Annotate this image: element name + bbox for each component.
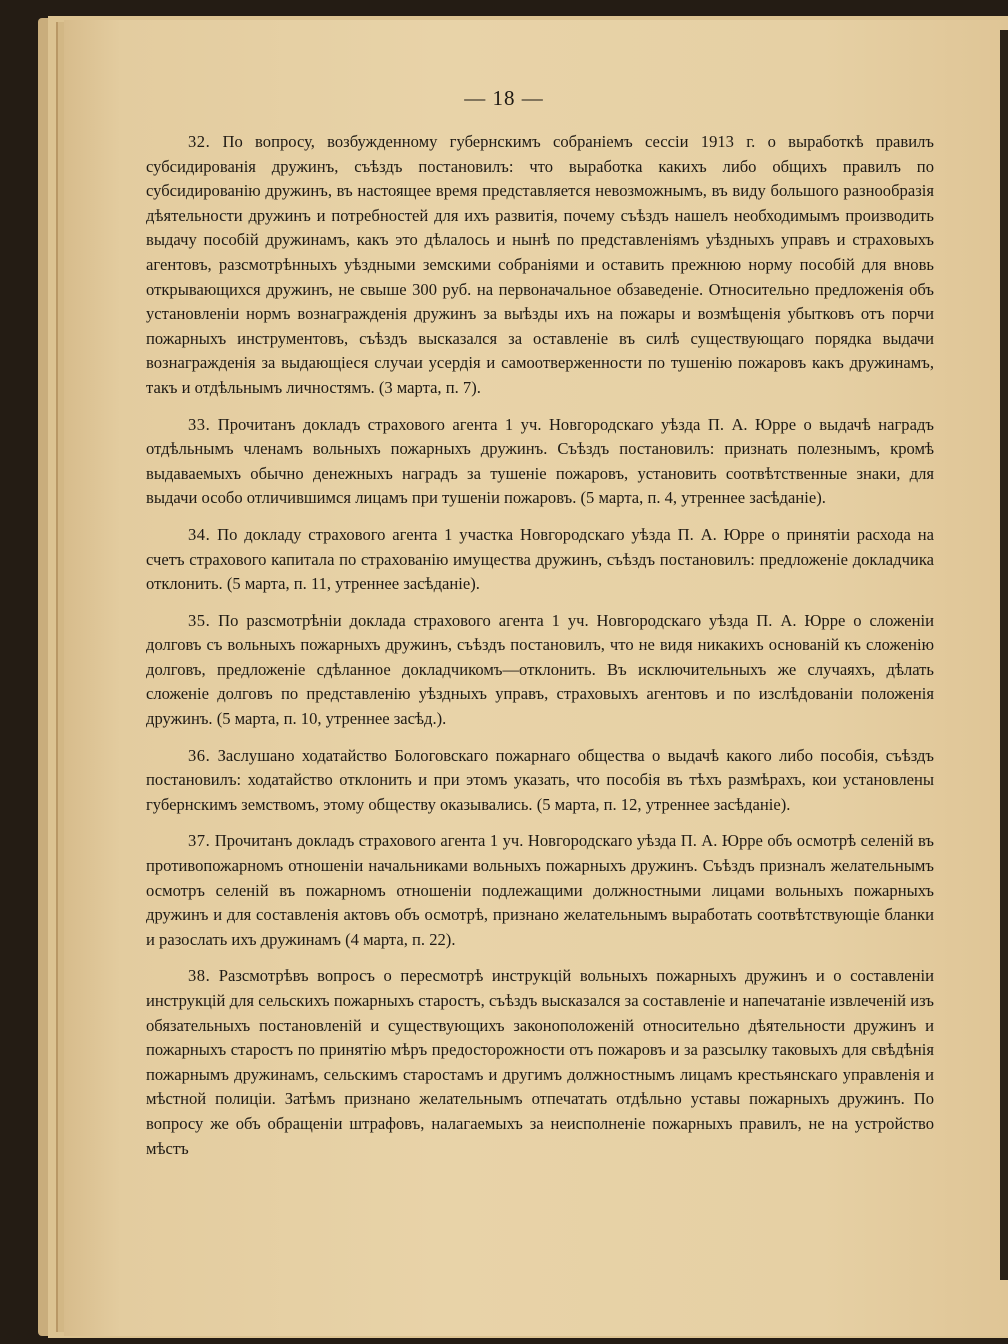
paragraph-text: Заслушано ходатайство Бологовскаго пожарнаго общества о выдачѣ какого либо пособія, съѣздъ постановилъ: ходатайство отклонить и при этомъ указать, что пособія въ тѣхъ размѣрахъ, кои установлены губернскимъ земствомъ, этому обществу оказывались. (5 марта, п. 12, утреннее засѣданіе).: [146, 745, 934, 814]
paragraph-number: 34.: [188, 524, 211, 544]
paragraph-text: По разсмотрѣніи доклада страхового агента 1 уч. Новгородскаго уѣзда П. А. Юрре о сложеніи долговъ съ вольныхъ пожарныхъ дружинъ, съѣздъ постановилъ, что не видя никакихъ основаній къ сложенію долговъ, предложеніе сдѣланное докладчикомъ—отклонить. Въ исключительныхъ же случаяхъ, дѣлать сложеніе долговъ по представленію уѣздныхъ управъ, страховыхъ агентовъ и по изслѣдованіи положенія дружинъ. (5 марта, п. 10, утреннее засѣд.).: [146, 610, 934, 729]
paragraph-text: По вопросу, возбужденному губернскимъ собраніемъ сессіи 1913 г. о выработкѣ правилъ субсидированія дружинъ, съѣздъ постановилъ: что выработка какихъ либо общихъ правилъ по субсидированію дружинъ, въ настоящее время представляется невозможнымъ, въ виду большого разнообразія дѣятельности дружинъ и потребностей для ихъ развитія, почему съѣздъ нашелъ необходимымъ производить выдачу пособій дружинамъ, какъ это дѣлалось и нынѣ по представленіямъ уѣздныхъ управъ и страховыхъ агентовъ, разсмотрѣнныхъ уѣздными земскими собраніями и оставить прежнюю норму пособій для вновь открывающихся дружинъ, не свыше 300 руб. на первоначальное обзаведеніе. Относительно предложенія объ установленіи нормъ вознагражденія дружинъ за выѣзды ихъ на пожары и возмѣщенія убытковъ отъ порчи пожарныхъ инструментовъ, съѣздъ высказался за оставленіе въ силѣ существующаго порядка выдачи вознагражденія за выдающіеся случаи усердія и самоотверженности по тушенію пожаровъ какъ дружинамъ, такъ и отдѣльнымъ личностямъ. (3 марта, п. 7).: [146, 132, 934, 397]
paragraph-38: [146, 964, 934, 1161]
paragraph-36: [146, 744, 934, 818]
paragraph-34: [146, 523, 934, 597]
paragraph-text: Прочитанъ докладъ страхового агента 1 уч. Новгородскаго уѣзда П. А. Юрре о выдачѣ наградъ отдѣльнымъ членамъ вольныхъ пожарныхъ дружинъ. Съѣздъ постановилъ: признать полезнымъ, кромѣ выдаваемыхъ обычно денежныхъ наградъ за тушеніе пожаровъ, установить соотвѣтственные знаки, для выдачи особо отличившимся лицамъ при тушеніи пожаровъ. (5 марта, п. 4, утреннее засѣданіе).: [146, 414, 934, 508]
paragraph-number: 36.: [188, 745, 211, 765]
paragraph-number: 35.: [188, 610, 211, 630]
paragraph-33: [146, 413, 934, 511]
paragraph-text: Прочитанъ докладъ страхового агента 1 уч. Новгородскаго уѣзда П. А. Юрре объ осмотрѣ селеній въ противопожарномъ отношеніи начальниками вольныхъ пожарныхъ дружинъ. Съѣздъ призналъ желательнымъ осмотръ селеній въ пожарномъ отношеніи подлежащими должностными лицами вольныхъ пожарныхъ дружинъ и для составленія актовъ объ осмотрѣ, признано желательнымъ выработать соотвѣтствующіе бланки и разослать ихъ дружинамъ (4 марта, п. 22).: [146, 831, 934, 949]
paragraph-text: По докладу страхового агента 1 участка Новгородскаго уѣзда П. А. Юрре о принятіи расхода на счетъ страхового капитала по страхованію имущества дружинъ, съѣздъ постановилъ: предложеніе докладчика отклонить. (5 марта, п. 11, утреннее засѣданіе).: [146, 524, 934, 594]
paragraph-number: 38.: [188, 966, 211, 986]
scan-border: [1000, 30, 1008, 1280]
paragraph-37: [146, 829, 934, 952]
paragraph-number: 37.: [188, 831, 211, 851]
page-body: [146, 130, 934, 1173]
page-number: — 18 —: [464, 86, 544, 110]
paragraph-35: [146, 609, 934, 732]
paragraph-32: [146, 130, 934, 401]
paragraph-number: 32.: [188, 132, 211, 151]
paragraph-number: 33.: [188, 414, 211, 434]
paragraph-text: Разсмотрѣвъ вопросъ о пересмотрѣ инструкцій вольныхъ пожарныхъ дружинъ и о составленіи инструкцій для сельскихъ пожарныхъ старостъ, съѣздъ высказался за составленіе и напечатаніе извлеченій изъ обязательныхъ постановленій и существующихъ законоположеній относительно дѣятельности дружинъ и пожарныхъ старостъ по принятію мѣръ предосторожности отъ пожаровъ и за разсылку таковыхъ для свѣдѣнія пожарнымъ дружинамъ, сельскимъ старостамъ и другимъ должностнымъ лицамъ крестьянскаго управленія и мѣстной полиціи. Затѣмъ признано желательнымъ отпечатать отдѣльно уставы пожарныхъ дружинъ. По вопросу же объ обращеніи штрафовъ, налагаемыхъ за неисполненіе пожарныхъ правилъ, не на устройство мѣстъ: [146, 966, 934, 1158]
